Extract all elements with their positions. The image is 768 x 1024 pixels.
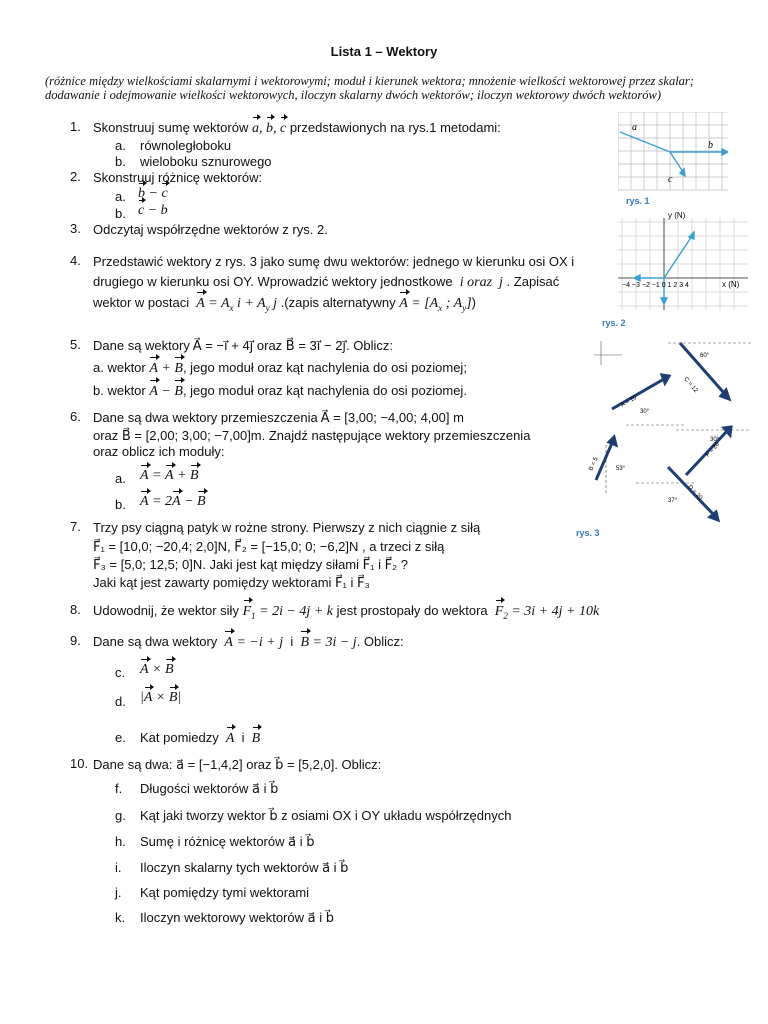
angle-label: 30° [710, 437, 720, 443]
item-7-line-3: F⃗₃ = [5,0; 12,5; 0]N. Jaki jest kąt między siłami F⃗₁ i F⃗₂ ? [93, 557, 408, 572]
item-10: Dane są dwa: a⃗ = [−1,4,2] oraz b⃗ = [5,2,0]. Oblicz: [93, 757, 382, 772]
item-5-a: a. wektor A + B, jego moduł oraz kąt nachylenia do osi poziomej; [93, 360, 467, 376]
item-number: 7. [70, 519, 81, 534]
sub-item: j. [115, 885, 122, 900]
sub-item: c. [115, 665, 126, 680]
item-number: 10. [70, 756, 89, 771]
figure-2-x-label: x (N) [722, 280, 740, 289]
page-title: Lista 1 – Wektory [330, 44, 438, 59]
figure-3-caption: rys. 3 [576, 528, 600, 538]
item-6-line-3: oraz oblicz ich moduły: [93, 444, 225, 459]
item-number: 1. [70, 119, 81, 134]
item-7-line-2: F⃗₁ = [10,0; −20,4; 2,0]N, F⃗₂ = [−15,0; 0; −6,2]N , a trzeci z siłą [93, 539, 445, 554]
item-2-a-formula: b − c [138, 186, 168, 201]
item-1-text: Skonstruuj sumę wektorów [93, 120, 249, 135]
item-4-line-3: wektor w postaci $A = A_x$ $i + A_y$ j .(zapis alternatywny $A = [A_x$ ; $A_y$]) [93, 295, 476, 313]
figure-2-x-ticks: −4 −3 −2 −1 0 1 2 3 4 [622, 282, 689, 289]
item-6-a-formula: A = A + B [140, 468, 199, 483]
item-1-rest: przedstawionych na rys.1 metodami: [289, 120, 501, 135]
item-1-b: wieloboku sznurowego [140, 154, 272, 169]
sub-item: k. [115, 910, 126, 925]
item-number: 4. [70, 253, 81, 268]
item-number: 2. [70, 169, 81, 184]
item-1 [93, 119, 501, 137]
figure-1-caption: rys. 1 [626, 196, 650, 206]
item-1-vectors: a, b, c [251, 121, 287, 136]
item-6-b-formula: A = 2A − B [140, 494, 206, 509]
item-5-b: b. wektor A − B, jego moduł oraz kąt nachylenia do osi poziomej. [93, 383, 467, 399]
item-5-line-1: Dane są wektory A⃗ = −i⃗ + 4j⃗ oraz B⃗ = 3i⃗ − 2j⃗. Oblicz: [93, 338, 393, 353]
subtitle: (różnice między wielkościami skalarnymi i wektorowymi; moduł i kierunek wektora; mnożenie wielkości wektorowej przez skalar; dodawanie i odejmowanie wielkości wektorowych, iloczyn skalarny dwóch wektorów; iloczyn wektorowy dwóch wektorów) [45, 74, 694, 102]
angle-label: 53° [616, 466, 626, 472]
item-4-line-2: drugiego w kierunku osi OY. Wprowadzić wektory jednostkowe i oraz j . Zapisać [93, 274, 560, 290]
item-2-b-formula: c − b [138, 203, 168, 218]
sub-item: f. [115, 781, 123, 796]
sub-item: a. [115, 471, 126, 486]
item-10-i: Iloczyn skalarny tych wektorów a⃗ i b⃗ [140, 860, 349, 875]
angle-label: 30° [640, 409, 650, 415]
sub-item: i. [115, 860, 122, 875]
sub-item: b. [115, 154, 126, 169]
item-number: 6. [70, 409, 81, 424]
item-6-line-2: oraz B⃗ = [2,00; 3,00; −7,00]m. Znajdź następujące wektory przemieszczenia [93, 428, 531, 443]
vector-a-label: a [632, 122, 637, 133]
item-10-f: Długości wektorów a⃗ i b⃗ [140, 781, 279, 796]
item-4-line-1: Przedstawić wektory z rys. 3 jako sumę dwu wektorów: jednego w kierunku osi OX i [93, 254, 575, 269]
vector-label: C = 12 [682, 376, 699, 394]
sub-item: b. [115, 206, 126, 221]
figure-3 [576, 335, 754, 535]
item-2: Skonstruuj różnicę wektorów: [93, 170, 263, 185]
vector-b-label: b [708, 140, 713, 151]
figure-2-caption: rys. 2 [602, 318, 626, 328]
item-number: 8. [70, 602, 81, 617]
angle-label: 60° [700, 353, 710, 359]
item-9-c-formula: A × B [140, 662, 174, 677]
figure-2 [598, 210, 758, 318]
item-number: 5. [70, 337, 81, 352]
angle-label: 37° [668, 498, 678, 504]
vector-label: D = 20 [686, 484, 704, 502]
vector-label: F = 20 [705, 441, 721, 459]
item-8: Udowodnij, że wektor siły $F_1 = 2i - 4j + k$ jest prostopały do wektora $F_2 = 3i + 4j + 10k$ [93, 603, 600, 621]
item-10-j: Kąt pomiędzy tymi wektorami [140, 885, 310, 900]
item-3: Odczytaj współrzędne wektorów z rys. 2. [93, 222, 328, 237]
sub-item: h. [115, 834, 126, 849]
item-10-k: Iloczyn wektorowy wektorów a⃗ i b⃗ [140, 910, 334, 925]
vector-label: A = 10 [620, 394, 638, 409]
sub-item: a. [115, 138, 126, 153]
sub-item: d. [115, 694, 126, 709]
item-10-h: Sumę i różnicę wektorów a⃗ i b⃗ [140, 834, 315, 849]
sub-item: e. [115, 730, 126, 745]
vector-c-label: c [668, 174, 673, 185]
sub-item: b. [115, 497, 126, 512]
item-6-line-1: Dane są dwa wektory przemieszczenia A⃗ = [3,00; −4,00; 4,00] m [93, 410, 464, 425]
sub-item: a. [115, 189, 126, 204]
item-number: 3. [70, 221, 81, 236]
item-9-d-formula: |A × B| [140, 690, 182, 705]
item-9-e: Kat pomiedzy A i B [140, 730, 261, 746]
item-7-line-1: Trzy psy ciągną patyk w rożne strony. Pierwszy z nich ciągnie z siłą [93, 520, 481, 535]
sub-item: g. [115, 808, 126, 823]
item-number: 9. [70, 633, 81, 648]
figure-2-y-label: y (N) [668, 211, 686, 220]
item-7-line-4: Jaki kąt jest zawarty pomiędzy wektorami F⃗₁ i F⃗₃ [93, 575, 370, 590]
item-10-g: Kąt jaki tworzy wektor b⃗ z osiami OX i OY układu współrzędnych [140, 808, 512, 823]
item-1-a: równoległoboku [140, 138, 232, 153]
item-9: Dane są dwa wektory A = −i + j i B = 3i − j. Oblicz: [93, 634, 404, 650]
figure-1 [618, 112, 728, 192]
vector-label: B = 5 [588, 456, 600, 472]
